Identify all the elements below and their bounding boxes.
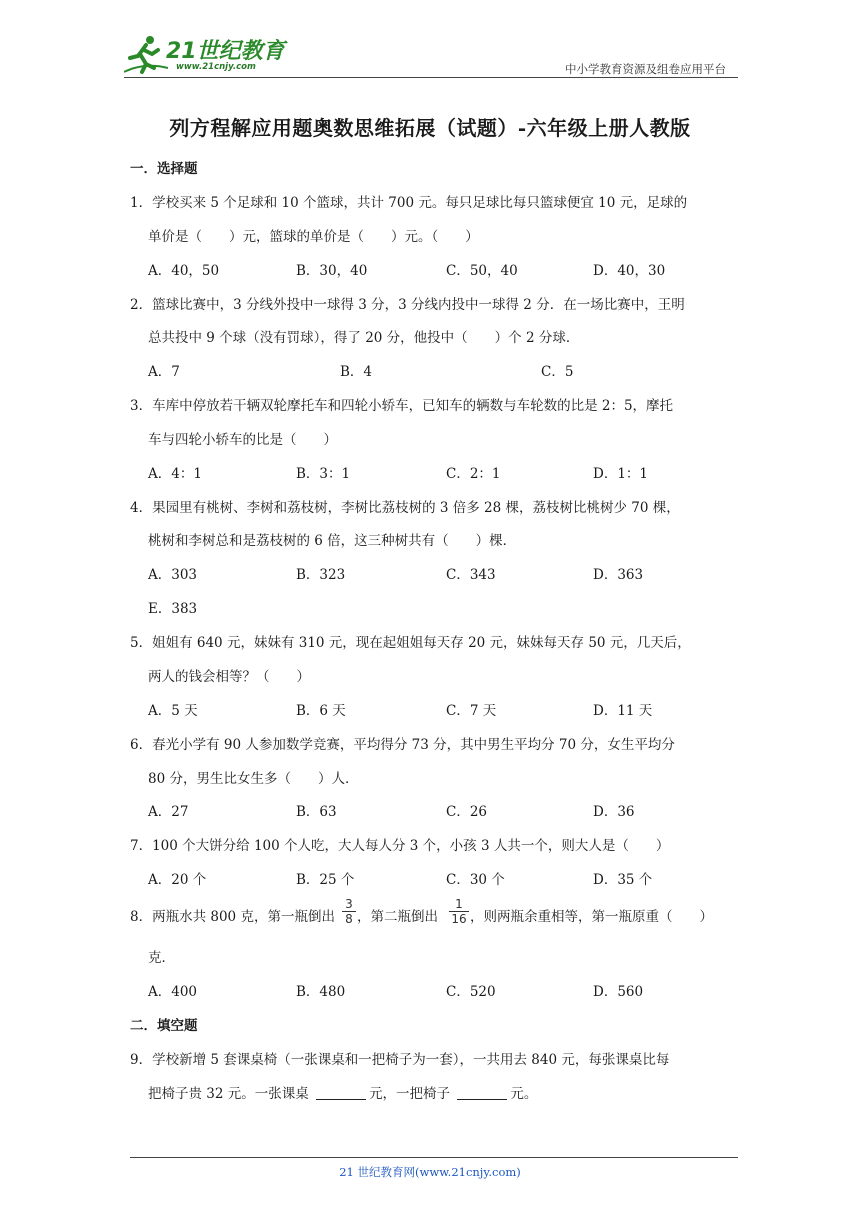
question-9-text-a: 把椅子贵 32 元。一张课桌 bbox=[148, 1086, 314, 1102]
question-2-option-b: B．4 bbox=[340, 364, 373, 380]
header-platform-text: 中小学教育资源及组卷应用平台 bbox=[565, 62, 726, 76]
fraction-numerator: 1 bbox=[455, 897, 463, 911]
runner-logo-icon bbox=[124, 32, 168, 76]
question-1-option-b: B．30，40 bbox=[296, 263, 368, 279]
question-2-line-1: 2．篮球比赛中，3 分线外投中一球得 3 分，3 分线内投中一球得 2 分．在一场比赛中，王明 bbox=[130, 297, 685, 313]
question-6-line-1: 6．春光小学有 90 人参加数学竞赛，平均得分 73 分，其中男生平均分 70 分，女生平均分 bbox=[130, 737, 675, 753]
question-3-option-c: C．2：1 bbox=[446, 466, 501, 482]
question-7-option-c: C．30 个 bbox=[446, 872, 505, 888]
question-8-option-a: A．400 bbox=[148, 984, 198, 1000]
question-8-line-1a: 8．两瓶水共 800 克，第一瓶倒出 bbox=[130, 909, 335, 925]
question-2-option-a: A．7 bbox=[148, 364, 180, 380]
question-5-line-2: 两人的钱会相等？（ ） bbox=[148, 669, 310, 685]
question-4-option-c: C．343 bbox=[446, 567, 496, 583]
fraction-numerator: 3 bbox=[345, 897, 353, 911]
question-8-line-1b: ，第二瓶倒出 bbox=[357, 909, 438, 925]
question-5-option-c: C．7 天 bbox=[446, 703, 497, 719]
question-8-option-b: B．480 bbox=[296, 984, 346, 1000]
question-5-line-1: 5．姐姐有 640 元，妹妹有 310 元，现在起姐姐每天存 20 元，妹妹每天存 50 元，几天后， bbox=[130, 635, 691, 651]
section-heading-fill: 二．填空题 bbox=[130, 1018, 198, 1034]
question-1-option-d: D．40，30 bbox=[593, 263, 666, 279]
page-header bbox=[124, 30, 738, 80]
question-1-line-2: 单价是（ ）元，篮球的单价是（ ）元。（ ） bbox=[148, 229, 479, 245]
footer-divider bbox=[130, 1157, 738, 1158]
question-6-option-b: B．63 bbox=[296, 804, 337, 820]
question-1-line-1: 1．学校买来 5 个足球和 10 个篮球，共计 700 元。每只足球比每只篮球便宜 10 元，足球的 bbox=[130, 195, 688, 211]
question-4-option-e: E．383 bbox=[148, 601, 198, 617]
question-9-text-c: 元。 bbox=[510, 1086, 538, 1102]
question-1-option-a: A．40，50 bbox=[148, 263, 220, 279]
question-6-option-d: D．36 bbox=[593, 804, 635, 820]
question-5-option-b: B．6 天 bbox=[296, 703, 346, 719]
question-3-option-a: A．4：1 bbox=[148, 466, 202, 482]
question-6-line-2: 80 分，男生比女生多（ ）人． bbox=[148, 771, 359, 787]
question-2-line-2: 总共投中 9 个球（没有罚球），得了 20 分，他投中（ ）个 2 分球． bbox=[148, 330, 580, 346]
question-9-line-2 bbox=[148, 1082, 537, 1102]
question-5-option-d: D．11 天 bbox=[593, 703, 653, 719]
question-5-option-a: A．5 天 bbox=[148, 703, 198, 719]
page-title: 列方程解应用题奥数思维拓展（试题）-六年级上册人教版 bbox=[169, 116, 691, 140]
fraction-one-sixteenth bbox=[449, 898, 469, 925]
header-divider bbox=[124, 77, 738, 78]
question-4-option-a: A．303 bbox=[148, 567, 198, 583]
logo bbox=[124, 32, 294, 76]
question-7-option-a: A．20 个 bbox=[148, 872, 207, 888]
question-2-option-c: C．5 bbox=[541, 364, 574, 380]
question-4-option-d: D．363 bbox=[593, 567, 644, 583]
question-4-line-1: 4．果园里有桃树、李树和荔枝树，李树比荔枝树的 3 倍多 28 棵，荔枝树比桃树少 70 棵， bbox=[130, 500, 680, 516]
answer-blank-chair bbox=[457, 1098, 507, 1100]
question-3-line-2: 车与四轮小轿车的比是（ ） bbox=[148, 432, 337, 448]
question-8-option-d: D．560 bbox=[593, 984, 644, 1000]
question-3-option-d: D．1：1 bbox=[593, 466, 649, 482]
question-4-line-2: 桃树和李树总和是荔枝树的 6 倍，这三种树共有（ ）棵． bbox=[148, 533, 517, 549]
logo-text: 21世纪教育 bbox=[166, 39, 285, 64]
fraction-three-eighths bbox=[342, 898, 356, 925]
fraction-denominator: 8 bbox=[345, 912, 353, 926]
question-3-line-1: 3．车库中停放若干辆双轮摩托车和四轮小轿车，已知车的辆数与车轮数的比是 2：5，摩托 bbox=[130, 398, 674, 414]
footer-link[interactable]: 21 世纪教育网(www.21cnjy.com) bbox=[339, 1165, 521, 1179]
question-3-option-b: B．3：1 bbox=[296, 466, 351, 482]
question-9-text-b: 元，一把椅子 bbox=[369, 1086, 455, 1102]
question-6-option-a: A．27 bbox=[148, 804, 189, 820]
question-8-option-c: C．520 bbox=[446, 984, 496, 1000]
question-7-option-b: B．25 个 bbox=[296, 872, 355, 888]
question-7-line-1: 7．100 个大饼分给 100 个人吃，大人每人分 3 个，小孩 3 人共一个，则大人是（ ） bbox=[130, 838, 670, 854]
question-8-line-2: 克． bbox=[148, 950, 175, 966]
question-6-option-c: C．26 bbox=[446, 804, 488, 820]
question-8-line-1c: ，则两瓶余重相等，第一瓶原重（ ） bbox=[470, 909, 713, 925]
section-heading-choice: 一．选择题 bbox=[130, 161, 198, 177]
question-9-line-1: 9．学校新增 5 套课桌椅（一张课桌和一把椅子为一套），一共用去 840 元，每张课桌比每 bbox=[130, 1052, 670, 1068]
fraction-denominator: 16 bbox=[451, 912, 467, 926]
logo-url: www.21cnjy.com bbox=[176, 62, 256, 72]
question-1-option-c: C．50，40 bbox=[446, 263, 518, 279]
answer-blank-desk bbox=[316, 1098, 366, 1100]
question-4-option-b: B．323 bbox=[296, 567, 346, 583]
question-7-option-d: D．35 个 bbox=[593, 872, 653, 888]
